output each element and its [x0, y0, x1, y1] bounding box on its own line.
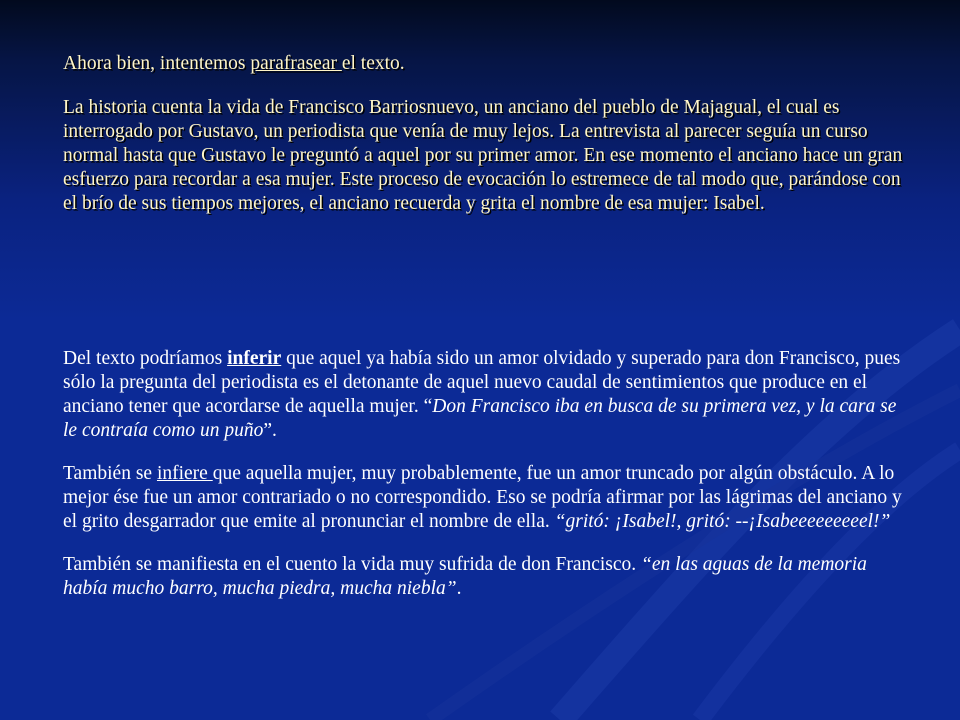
inference1-text: que aquel ya había sido un amor olvidado y superado para don Francisco, pues sólo la pregunta del periodista es el detonante de aquel nuevo caudal de sentimientos que produce en el anciano tener que acordarse de aquella mujer. “ — [63, 348, 901, 417]
intro-line — [63, 52, 915, 76]
inference1-text-start: Del texto podríamos — [63, 348, 228, 369]
inference-section — [63, 347, 915, 601]
inference-paragraph-2 — [63, 462, 915, 534]
infers-link[interactable]: infiere — [156, 463, 213, 484]
inference-paragraph-3 — [63, 553, 915, 601]
inference2-text-start: También se — [63, 463, 157, 484]
inference3-end: . — [456, 578, 462, 599]
paraphrase-link[interactable]: parafrasear — [250, 53, 342, 74]
inference3-text: También se manifiesta en el cuento la vida muy sufrida de don Francisco. — [63, 554, 642, 575]
inference3-quote: “en las aguas de la memoria había mucho barro, mucha piedra, mucha niebla” — [63, 554, 867, 599]
inference1-quote: Don Francisco iba en busca de su primera vez, y la cara se le contraía como un puño — [63, 396, 897, 441]
inference2-text: que aquella mujer, muy probablemente, fue un amor truncado por algún obstáculo. A lo mejor ése fue un amor contrariado o no correspondido. Eso se podría afirmar por las lágrimas del anciano y el grito desgarrador que emite al pronunciar el nombre de ella. — [63, 463, 902, 532]
inference2-quote: “gritó: ¡Isabel!, gritó: --¡Isabeeeeeeeeel!” — [554, 511, 891, 532]
summary-paragraph: La historia cuenta la vida de Francisco Barriosnuevo, un anciano del pueblo de Majagual, el cual es interrogado por Gustavo, un periodista que venía de muy lejos. La entrevista al parecer seguía un curso normal hasta que Gustavo le preguntó a aquel por su primer amor. En ese momento el anciano hace un gran esfuerzo para recordar a esa mujer. Este proceso de evocación lo estremece de tal modo que, parándose con el brío de sus tiempos mejores, el anciano recuerda y grita el nombre de esa mujer: Isabel. — [63, 97, 903, 214]
story-summary — [63, 96, 915, 216]
inference1-end: ”. — [263, 420, 277, 441]
intro-text-start: Ahora bien, intentemos — [63, 53, 251, 74]
inference-paragraph-1 — [63, 347, 915, 443]
infer-link[interactable]: inferir — [227, 348, 282, 369]
intro-text-end: el texto. — [341, 53, 405, 74]
